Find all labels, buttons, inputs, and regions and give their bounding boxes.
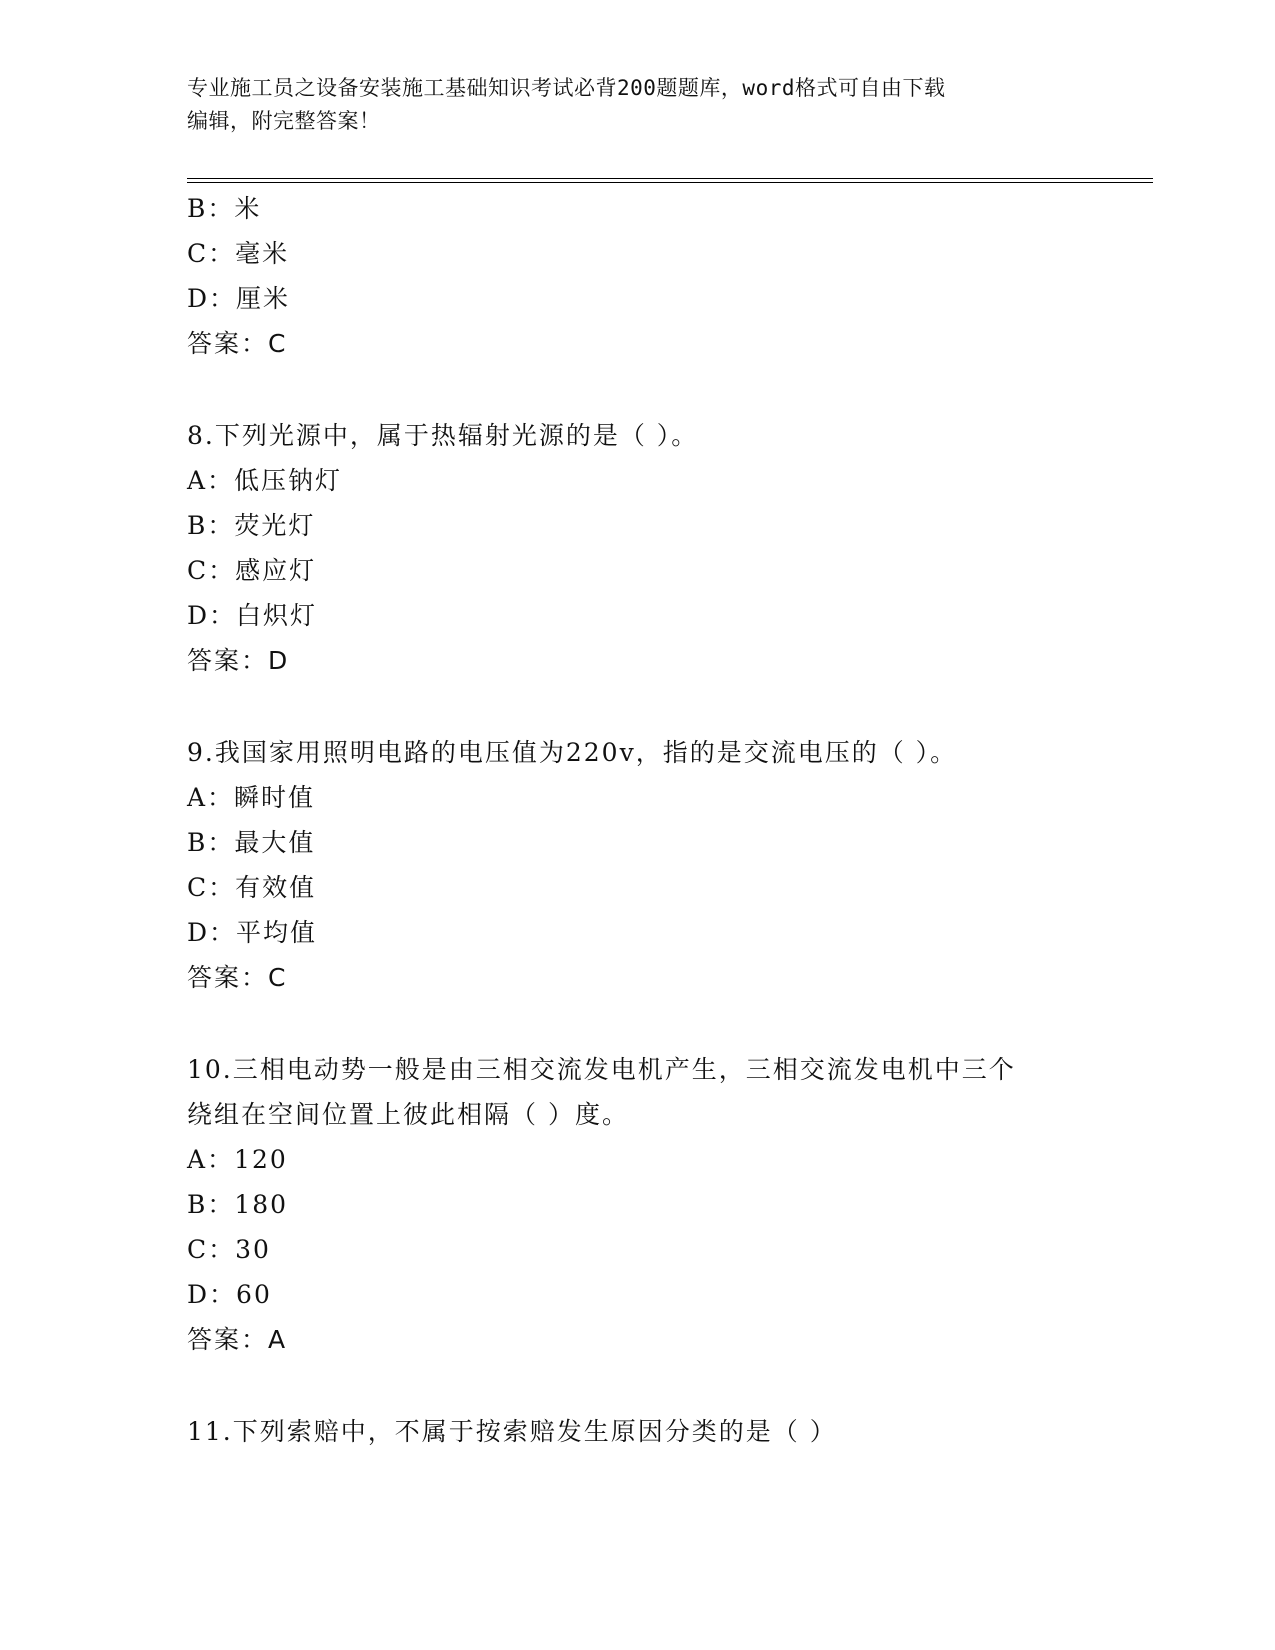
option-c: C：有效值	[187, 873, 317, 902]
option-a: A：120	[187, 1145, 288, 1174]
question-7-fragment	[187, 186, 1087, 366]
question-text-line-2: 绕组在空间位置上彼此相隔（ ）度。	[187, 1100, 629, 1129]
question-list	[187, 186, 1087, 1454]
document-header	[187, 72, 1067, 138]
option-b: B：米	[187, 194, 262, 223]
question-text: 11.下列索赔中，不属于按索赔发生原因分类的是（ ）	[187, 1417, 837, 1446]
option-a: A：低压钠灯	[187, 466, 343, 495]
option-d: D：平均值	[187, 918, 318, 947]
question-10	[187, 1047, 1087, 1362]
question-text: 8.下列光源中，属于热辐射光源的是（ ）。	[187, 421, 699, 450]
question-text: 9.我国家用照明电路的电压值为220v，指的是交流电压的（ ）。	[187, 738, 958, 767]
answer: 答案：D	[187, 646, 290, 675]
option-b: B：荧光灯	[187, 511, 316, 540]
option-d: D：白炽灯	[187, 601, 318, 630]
answer: 答案：C	[187, 963, 288, 992]
question-11	[187, 1409, 1087, 1454]
spacer	[187, 683, 1087, 730]
header-line-1: 专业施工员之设备安装施工基础知识考试必背200题题库，word格式可自由下载	[187, 76, 946, 100]
question-text-line-1: 10.三相电动势一般是由三相交流发电机产生，三相交流发电机中三个	[187, 1055, 1016, 1084]
option-c: C：30	[187, 1235, 271, 1264]
header-rule-bottom	[187, 182, 1153, 183]
option-b: B：最大值	[187, 828, 316, 857]
option-c: C：感应灯	[187, 556, 317, 585]
option-a: A：瞬时值	[187, 783, 316, 812]
spacer	[187, 366, 1087, 413]
answer: 答案：A	[187, 1325, 288, 1354]
spacer	[187, 1362, 1087, 1409]
question-9	[187, 730, 1087, 1000]
option-b: B：180	[187, 1190, 289, 1219]
option-d: D：60	[187, 1280, 272, 1309]
option-d: D：厘米	[187, 284, 291, 313]
header-line-2: 编辑，附完整答案！	[187, 109, 381, 133]
question-8	[187, 413, 1087, 683]
option-c: C：毫米	[187, 239, 290, 268]
answer: 答案：C	[187, 329, 288, 358]
spacer	[187, 1000, 1087, 1047]
header-rule-top	[187, 178, 1153, 179]
